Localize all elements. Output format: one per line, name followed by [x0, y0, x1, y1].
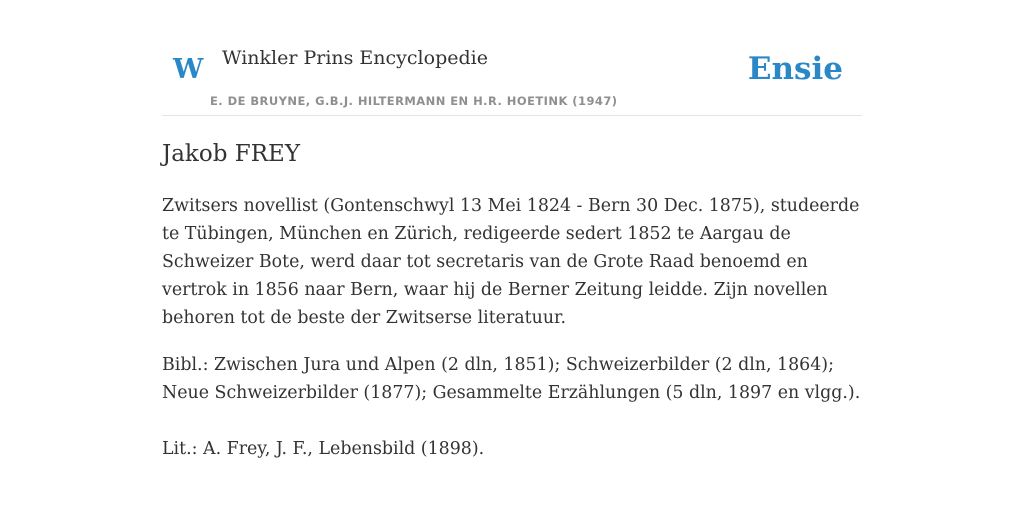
page: [162, 0, 862, 512]
ensie-brand-link[interactable]: Ensie: [747, 51, 843, 87]
site-title[interactable]: Winkler Prins Encyclopedie: [222, 47, 488, 69]
header: [162, 0, 862, 116]
site-subtitle: E. DE BRUYNE, G.B.J. HILTERMANN EN H.R. HOETINK (1947): [210, 94, 618, 108]
entry-body-paragraph: Zwitsers novellist (Gontenschwyl 13 Mei 1824 - Bern 30 Dec. 1875), studeerde te Tübingen, München en Zürich, redigeerde sedert 1852 te Aargau de Schweizer Bote, werd daar tot secretaris van de Grote Raad benoemd en vertrok in 1856 naar Bern, waar hij de Berner Zeitung leidde. Zijn novellen behoren tot de beste der Zwitserse literatuur.: [162, 196, 860, 328]
bibliography-paragraph: Bibl.: Zwischen Jura und Alpen (2 dln, 1851); Schweizerbilder (2 dln, 1864); Neue Schweizerbilder (1877); Gesammelte Erzählungen (5 dln, 1897 en vlgg.).: [162, 355, 861, 403]
literature-paragraph: Lit.: A. Frey, J. F., Lebensbild (1898).: [162, 439, 485, 459]
entry-title: Jakob FREY: [162, 141, 300, 167]
winkler-prins-logo-icon[interactable]: W: [173, 54, 204, 85]
